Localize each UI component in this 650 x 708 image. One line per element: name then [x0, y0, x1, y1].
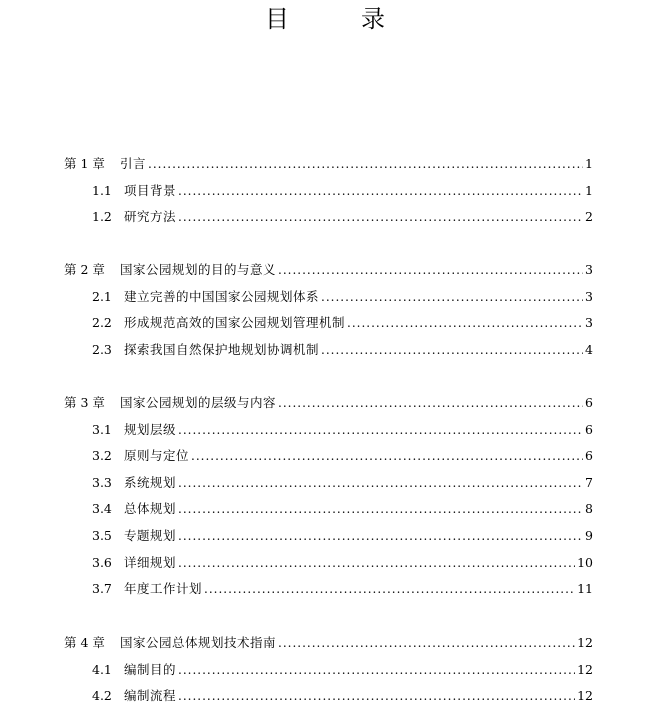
toc-number: 3.3	[92, 475, 112, 490]
toc-section-2-2[interactable]	[92, 314, 593, 332]
toc-leader	[178, 208, 583, 226]
toc-label: 年度工作计划	[124, 581, 203, 596]
toc-section-1-1[interactable]	[92, 182, 593, 200]
toc-leader	[321, 341, 583, 359]
toc-leader	[148, 155, 583, 173]
toc-number: 3.1	[92, 422, 112, 437]
toc-page-number: 1	[585, 156, 593, 171]
toc-leader	[178, 182, 583, 200]
toc-section-3-3[interactable]	[92, 474, 593, 492]
toc-label: 引言	[120, 156, 147, 171]
toc-number: 第 4 章	[64, 635, 105, 650]
toc-label: 详细规划	[124, 555, 177, 570]
toc-leader	[178, 527, 583, 545]
toc-page-number: 3	[585, 262, 593, 277]
toc-leader	[178, 500, 583, 518]
toc-number: 3.7	[92, 581, 112, 596]
toc-chapter-2[interactable]	[64, 261, 593, 279]
toc-label: 系统规划	[124, 475, 177, 490]
toc-leader	[204, 580, 575, 598]
toc-label: 专题规划	[124, 528, 177, 543]
toc-page-number: 7	[585, 475, 593, 490]
toc-label: 项目背景	[124, 183, 177, 198]
toc-section-3-6[interactable]	[92, 554, 593, 572]
toc-number: 第 2 章	[64, 262, 105, 277]
toc-number: 1.2	[92, 209, 112, 224]
toc-label: 规划层级	[124, 422, 177, 437]
toc-number: 2.3	[92, 342, 112, 357]
toc-leader	[278, 394, 583, 412]
toc-page-number: 8	[585, 501, 593, 516]
toc-page-number: 11	[577, 581, 593, 596]
toc-leader	[278, 261, 583, 279]
toc-number: 4.1	[92, 662, 112, 677]
toc-chapter-1[interactable]	[64, 155, 593, 173]
toc-page-number: 10	[577, 555, 593, 570]
toc-number: 2.1	[92, 289, 112, 304]
toc-number: 3.5	[92, 528, 112, 543]
toc-number: 第 3 章	[64, 395, 105, 410]
toc-page-number: 3	[585, 289, 593, 304]
toc-leader	[178, 661, 575, 679]
toc-section-4-1[interactable]	[92, 661, 593, 679]
toc-page-number: 6	[585, 422, 593, 437]
toc-label: 国家公园总体规划技术指南	[120, 635, 277, 650]
toc-label: 原则与定位	[124, 448, 190, 463]
toc-section-3-5[interactable]	[92, 527, 593, 545]
toc-label: 国家公园规划的目的与意义	[120, 262, 277, 277]
toc-label: 形成规范高效的国家公园规划管理机制	[124, 315, 346, 330]
toc-page-number: 9	[585, 528, 593, 543]
toc-label: 建立完善的中国国家公园规划体系	[124, 289, 320, 304]
toc-label: 总体规划	[124, 501, 177, 516]
toc-page-number: 3	[585, 315, 593, 330]
toc-number: 4.2	[92, 688, 112, 703]
toc-number: 3.2	[92, 448, 112, 463]
toc-label: 编制流程	[124, 688, 177, 703]
toc-section-2-1[interactable]	[92, 288, 593, 306]
toc-number: 2.2	[92, 315, 112, 330]
toc-page-number: 4	[585, 342, 593, 357]
toc-chapter-4[interactable]	[64, 634, 593, 652]
toc-chapter-3[interactable]	[64, 394, 593, 412]
toc-leader	[178, 554, 575, 572]
toc-leader	[178, 421, 583, 439]
toc-section-1-2[interactable]	[92, 208, 593, 226]
toc-page-number: 1	[585, 183, 593, 198]
toc-leader	[178, 687, 575, 705]
toc-leader	[191, 447, 583, 465]
toc-label: 探索我国自然保护地规划协调机制	[124, 342, 320, 357]
toc-page-number: 6	[585, 448, 593, 463]
toc-label: 研究方法	[124, 209, 177, 224]
toc-leader	[347, 314, 583, 332]
toc-section-3-4[interactable]	[92, 500, 593, 518]
toc-section-4-2[interactable]	[92, 687, 593, 705]
toc-page-number: 6	[585, 395, 593, 410]
toc-section-3-7[interactable]	[92, 580, 593, 598]
toc-number: 1.1	[92, 183, 112, 198]
toc-leader	[321, 288, 583, 306]
toc-number: 第 1 章	[64, 156, 105, 171]
toc-section-2-3[interactable]	[92, 341, 593, 359]
toc-leader	[278, 634, 575, 652]
toc-leader	[178, 474, 583, 492]
toc-page-number: 12	[577, 635, 593, 650]
toc-number: 3.4	[92, 501, 112, 516]
toc-label: 编制目的	[124, 662, 177, 677]
page-title: 目 录	[265, 5, 409, 33]
toc-number: 3.6	[92, 555, 112, 570]
toc-label: 国家公园规划的层级与内容	[120, 395, 277, 410]
toc-page-number: 12	[577, 688, 593, 703]
toc-section-3-1[interactable]	[92, 421, 593, 439]
toc-page-number: 12	[577, 662, 593, 677]
toc-page-number: 2	[585, 209, 593, 224]
toc-section-3-2[interactable]	[92, 447, 593, 465]
